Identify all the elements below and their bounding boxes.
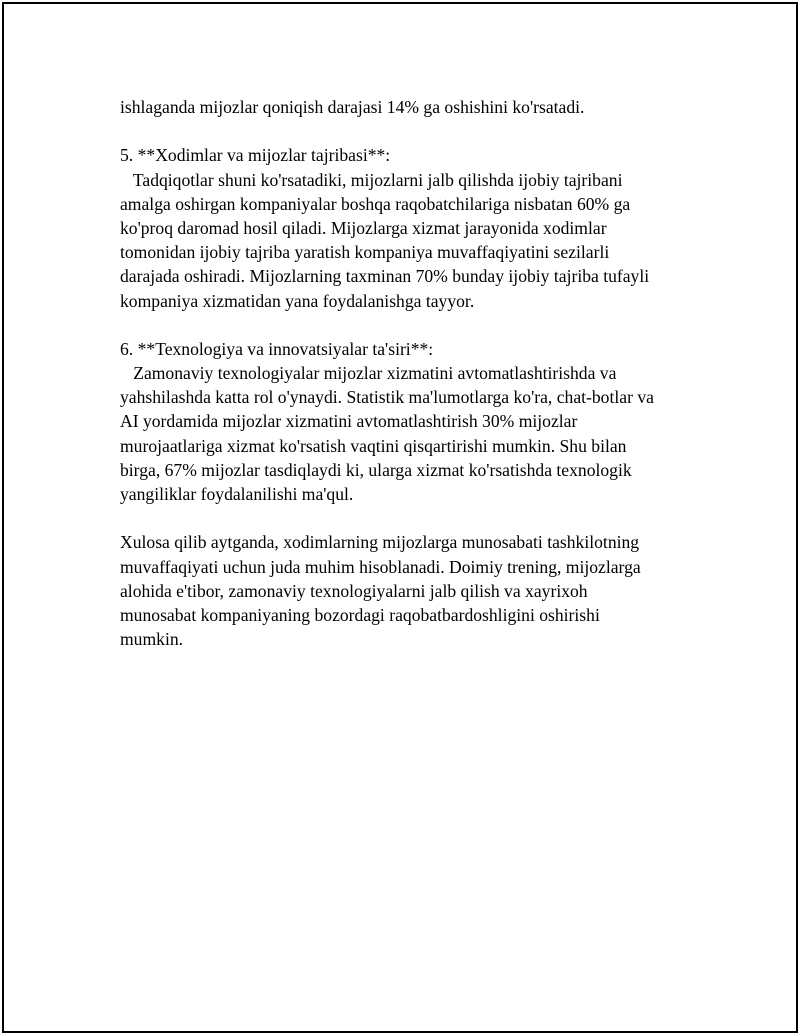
- body-line: muvaffaqiyati uchun juda muhim hisoblanadi. Doimiy trening, mijozlarga: [120, 556, 641, 577]
- conclusion-paragraph: [120, 530, 700, 651]
- body-line: darajada oshiradi. Mijozlarning taxminan 70% bunday ijobiy tajriba tufayli: [120, 266, 650, 287]
- paragraph-gap: [120, 506, 700, 530]
- body-line: alohida e'tibor, zamonaviy texnologiyalarni jalb qilish va xayrixoh: [120, 580, 588, 601]
- paragraph-gap: [120, 313, 700, 337]
- body-line: tomonidan ijobiy tajriba yaratish kompaniya muvaffaqiyatini sezilarli: [120, 242, 610, 263]
- body-line: ko'proq daromad hosil qiladi. Mijozlarga xizmat jarayonida xodimlar: [120, 217, 607, 238]
- body-line: kompaniya xizmatidan yana foydalanishga tayyor.: [120, 290, 475, 311]
- body-line: yangiliklar foydalanilishi ma'qul.: [120, 484, 354, 504]
- section-6: [120, 337, 700, 506]
- document-page: [2, 2, 798, 1033]
- body-line: birga, 67% mijozlar tasdiqlaydi ki, ularga xizmat ko'rsatishda texnologik: [120, 459, 632, 480]
- body-line: Xulosa qilib aytganda, xodimlarning mijozlarga munosabati tashkilotning: [120, 532, 640, 553]
- document-body: [120, 95, 700, 651]
- body-line: munosabat kompaniyaning bozordagi raqobatbardoshligini oshirishi: [120, 604, 600, 625]
- section-heading: 6. **Texnologiya va innovatsiyalar ta'siri**:: [120, 338, 434, 359]
- paragraph-gap: [120, 119, 700, 143]
- intro-line: ishlaganda mijozlar qoniqish darajasi 14% ga oshishini ko'rsatadi.: [120, 97, 585, 117]
- body-line: mumkin.: [120, 629, 184, 650]
- body-line: murojaatlariga xizmat ko'rsatish vaqtini qisqartirishi mumkin. Shu bilan: [120, 435, 627, 456]
- body-line: Zamonaviy texnologiyalar mijozlar xizmatini avtomatlashtirishda va: [120, 363, 617, 384]
- section-heading: 5. **Xodimlar va mijozlar tajribasi**:: [120, 145, 391, 166]
- body-line: AI yordamida mijozlar xizmatini avtomatlashtirish 30% mijozlar: [120, 411, 578, 432]
- body-line: yahshilashda katta rol o'ynaydi. Statistik ma'lumotlarga ko'ra, chat-botlar va: [120, 387, 654, 408]
- body-line: Tadqiqotlar shuni ko'rsatadiki, mijozlarni jalb qilishda ijobiy tajribani: [120, 169, 623, 190]
- section-5: [120, 143, 700, 312]
- body-line: amalga oshirgan kompaniyalar boshqa raqobatchilariga nisbatan 60% ga: [120, 193, 631, 214]
